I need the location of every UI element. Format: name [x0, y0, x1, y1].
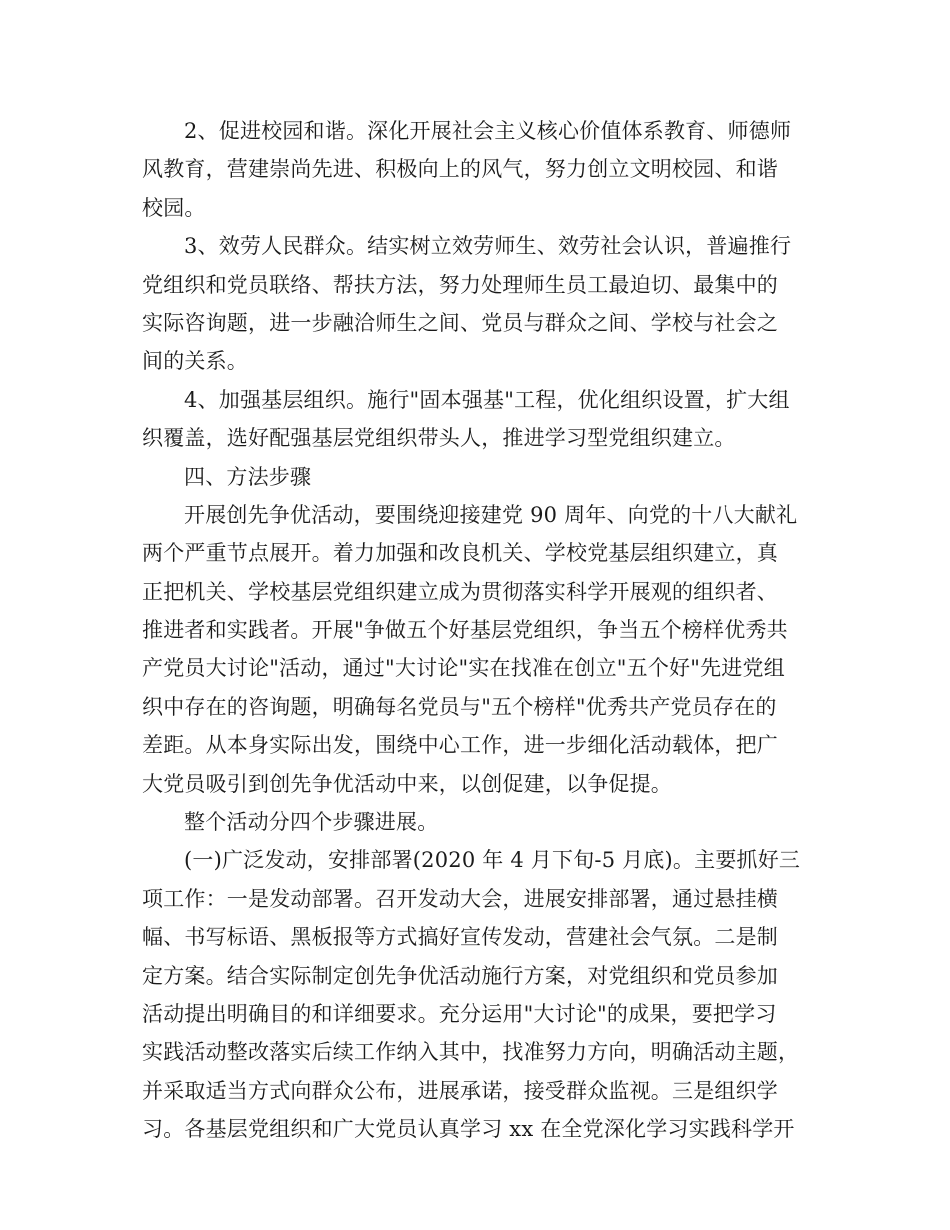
paragraph-line: 项工作：一是发动部署。召开发动大会，进展安排部署，通过悬挂横: [142, 886, 778, 911]
paragraph-line: 定方案。结合实际制定创先争优活动施行方案，对党组织和党员参加: [142, 963, 778, 988]
paragraph-line: 4、加强基层组织。施行"固本强基"工程，优化组织设置，扩大组: [184, 387, 790, 412]
paragraph-line: 3、效劳人民群众。结实树立效劳师生、效劳社会认识，普遍推行: [184, 234, 792, 259]
paragraph-line: 差距。从本身实际出发，围绕中心工作，进一步细化活动载体，把广: [142, 733, 778, 758]
paragraph-line: 校园。: [142, 195, 206, 220]
paragraph-line: 风教育，营建崇尚先进、积极向上的风气，努力创立文明校园、和谐: [142, 157, 778, 182]
paragraph-line: 产党员大讨论"活动，通过"大讨论"实在找准在创立"五个好"先进党组: [142, 656, 785, 681]
paragraph-line: 整个活动分四个步骤进展。: [184, 810, 439, 835]
document-body: [142, 112, 810, 1149]
paragraph-line: 两个严重节点展开。着力加强和改良机关、学校党基层组织建立，真: [142, 541, 778, 566]
paragraph-line: 2、促进校园和谐。深化开展社会主义核心价值体系教育、师德师: [184, 119, 792, 143]
paragraph-line: 幅、书写标语、黑板报等方式搞好宣传发动，营建社会气氛。二是制: [142, 925, 778, 950]
paragraph-line: 开展创先争优活动，要围绕迎接建党 90 周年、向党的十八大献礼: [184, 502, 798, 527]
paragraph-line: (一)广泛发动，安排部署(2020 年 4 月下旬-5 月底)。主要抓好三: [184, 848, 801, 873]
paragraph-line: 间的关系。: [142, 349, 248, 374]
paragraph-line: 实际咨询题，进一步融洽师生之间、党员与群众之间、学校与社会之: [142, 310, 778, 335]
paragraph-line: 实践活动整改落实后续工作纳入其中，找准努力方向，明确活动主题，: [142, 1040, 800, 1065]
paragraph-line: 推进者和实践者。开展"争做五个好基层党组织，争当五个榜样优秀共: [142, 618, 788, 643]
paragraph-line: 活动提出明确目的和详细要求。充分运用"大讨论"的成果，要把学习: [142, 1001, 777, 1026]
paragraph-line: 正把机关、学校基层党组织建立成为贯彻落实科学开展观的组织者、: [142, 579, 778, 604]
paragraph-line: 织中存在的咨询题，明确每名党员与"五个榜样"优秀共产党员存在的: [142, 694, 777, 719]
paragraph-line: 习。各基层党组织和广大党员认真学习 xx 在全党深化学习实践科学开: [142, 1117, 795, 1142]
section-heading: 四、方法步骤: [184, 464, 312, 489]
paragraph-line: 织覆盖，选好配强基层党组织带头人，推进学习型党组织建立。: [142, 426, 736, 451]
paragraph-line: 党组织和党员联络、帮扶方法，努力处理师生员工最迫切、最集中的: [142, 272, 778, 297]
paragraph-line: 大党员吸引到创先争优活动中来，以创促建，以争促提。: [142, 771, 672, 796]
paragraph-line: 并采取适当方式向群众公布，进展承诺，接受群众监视。三是组织学: [142, 1078, 778, 1103]
